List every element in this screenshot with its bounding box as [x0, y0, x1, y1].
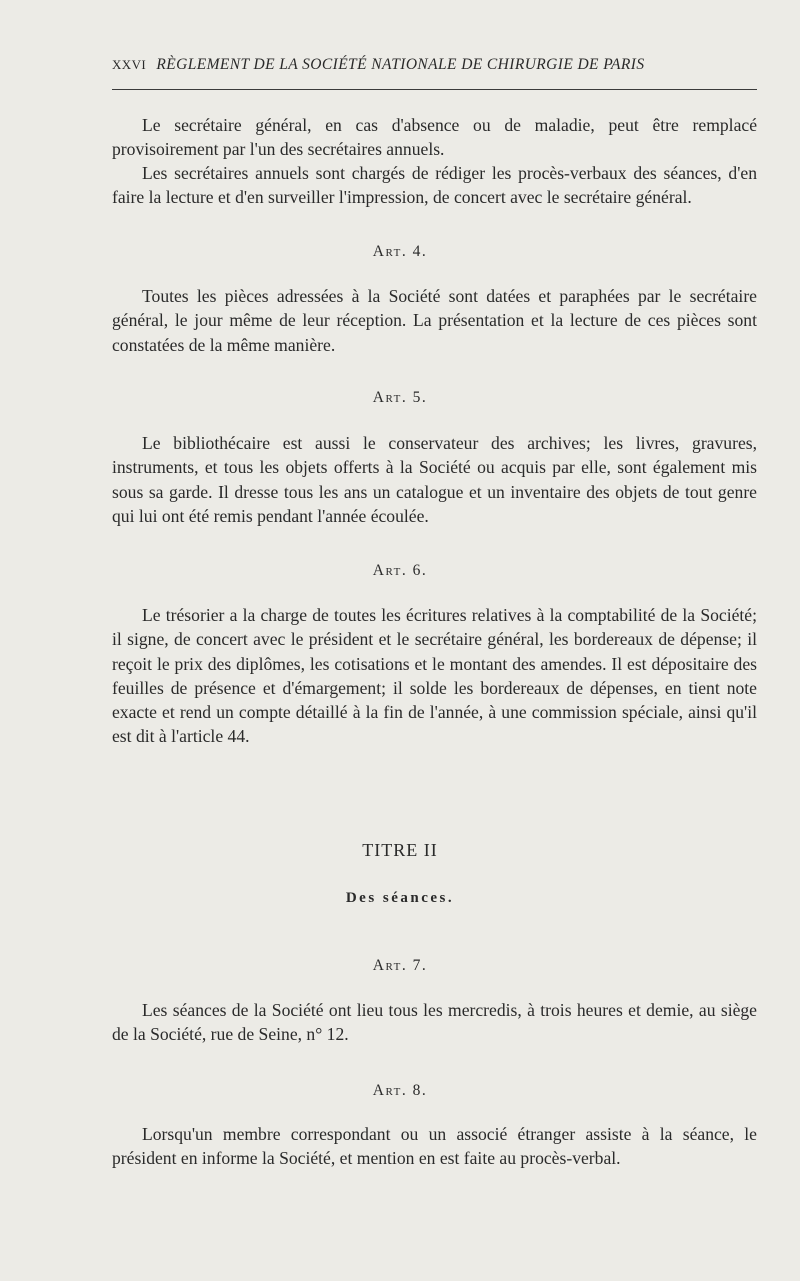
running-title: RÈGLEMENT DE LA SOCIÉTÉ NATIONALE DE CHIRURGIE DE PARIS — [156, 56, 645, 73]
article-heading-6: Art. 6. — [372, 562, 428, 579]
paragraph-article-8: Lorsqu'un membre correspondant ou un associé étranger assiste à la séance, le président en informe la Société, et mention en est faite au procès-verbal. — [112, 1124, 757, 1169]
paragraph-article-6: Le trésorier a la charge de toutes les écritures relatives à la comptabilité de la Société; il signe, de concert avec le président et le secrétaire général, les bordereaux de dépense; il reçoit le prix des diplômes, les cotisations et le montant des amendes. Il est dépositaire des feuilles de présence et d'émargement; il solde les bordereaux de dépenses, en tient note exacte et rend un compte détaillé à la fin de l'année, à une commission spéciale, ainsi qu'il est dit à l'article 44. — [112, 605, 757, 747]
article-heading-8: Art. 8. — [372, 1082, 428, 1099]
article-heading-7: Art. 7. — [372, 957, 428, 974]
header-rule — [112, 89, 757, 90]
article-heading-5: Art. 5. — [372, 389, 428, 406]
page-folio: XXVI — [112, 57, 147, 72]
paragraph-secretaires-annuels: Les secrétaires annuels sont chargés de rédiger les procès-verbaux des séances, d'en faire la lecture et d'en surveiller l'impression, de concert avec le secrétaire général. — [112, 163, 757, 208]
paragraph-secretaire-general: Le secrétaire général, en cas d'absence ou de maladie, peut être remplacé provisoirement par l'un des secrétaires annuels. — [112, 115, 757, 160]
paragraph-article-4: Toutes les pièces adressées à la Société sont datées et paraphées par le secrétaire général, le jour même de leur réception. La présentation et la lecture de ces pièces sont constatées de la même manière. — [112, 286, 757, 355]
paragraph-article-7: Les séances de la Société ont lieu tous les mercredis, à trois heures et demie, au siège de la Société, rue de Seine, n° 12. — [112, 1000, 757, 1045]
running-head — [112, 56, 757, 74]
article-heading-4: Art. 4. — [372, 243, 428, 260]
paragraph-article-5: Le bibliothécaire est aussi le conservateur des archives; les livres, gravures, instruments, et tous les objets offerts à la Société ou acquis par elle, sont également mis sous sa garde. Il dresse tous les ans un catalogue et un inventaire des objets de tout genre qui lui ont été remis pendant l'année écoulée. — [112, 433, 757, 526]
titre-heading: TITRE II — [362, 840, 438, 860]
section-subtitle: Des séances. — [345, 890, 455, 906]
